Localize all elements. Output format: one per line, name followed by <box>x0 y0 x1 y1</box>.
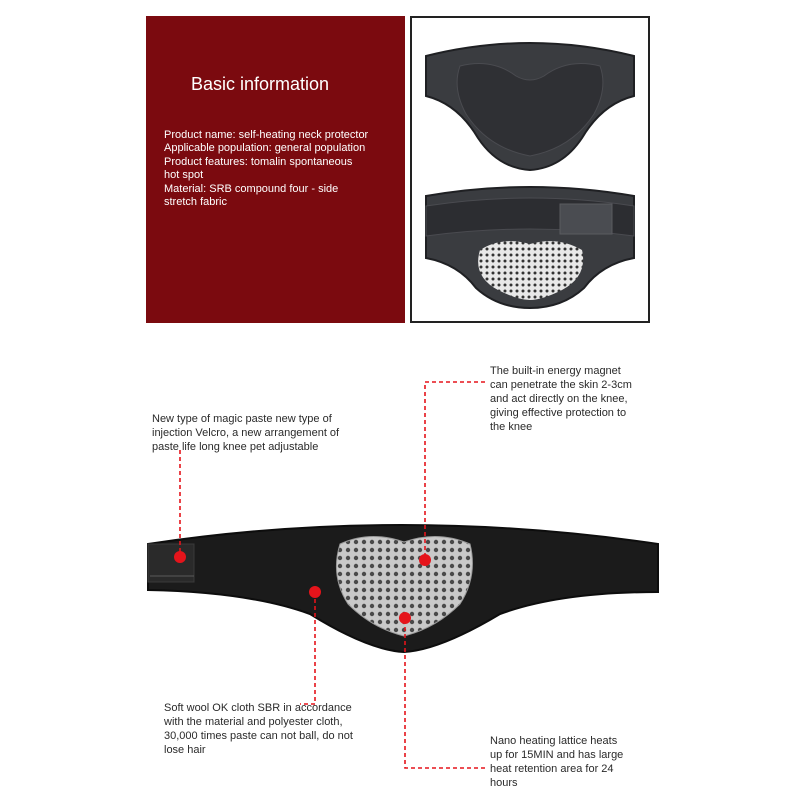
annotation-lattice <box>490 734 623 790</box>
annotation-velcro <box>152 412 339 454</box>
info-line: Applicable population: general population <box>164 142 366 155</box>
annotation-cloth <box>164 701 353 757</box>
strap-back-view <box>426 43 634 170</box>
annotation-line: the knee <box>490 421 533 433</box>
product-diagram <box>0 330 800 800</box>
annotation-line: paste life long knee pet adjustable <box>152 441 319 453</box>
info-line: Material: SRB compound four - side <box>164 182 339 195</box>
info-line: Product name: self-heating neck protector <box>164 129 369 141</box>
strap-front-view <box>426 187 634 308</box>
info-line: hot spot <box>164 169 204 182</box>
info-line: stretch fabric <box>164 196 227 209</box>
product-photo-frame <box>410 16 650 323</box>
panel-info-lines <box>164 129 404 209</box>
annotation-line: Soft wool OK cloth SBR in accordance <box>164 702 352 714</box>
annotation-line: lose hair <box>164 744 206 756</box>
product-photo <box>412 18 648 321</box>
annotation-line: hours <box>490 777 518 789</box>
annotation-line: giving effective protection to <box>490 407 627 419</box>
basic-info-panel <box>146 16 405 323</box>
annotation-line: 30,000 times paste can not ball, do not <box>164 730 353 742</box>
annotation-line: up for 15MIN and has large <box>490 749 624 761</box>
annotation-line: can penetrate the skin 2-3cm <box>490 379 632 391</box>
pointer-dot-velcro <box>174 551 186 563</box>
pointer-dot-lattice <box>399 612 411 624</box>
annotation-line: Nano heating lattice heats <box>490 735 618 747</box>
annotation-line: with the material and polyester cloth, <box>164 716 343 728</box>
annotation-line: and act directly on the knee, <box>490 393 628 405</box>
neck-strap <box>148 525 658 652</box>
annotation-line: injection Velcro, a new arrangement of <box>152 427 340 439</box>
annotation-line: New type of magic paste new type of <box>152 413 332 425</box>
pointer-dot-magnet <box>419 554 431 566</box>
annotation-line: The built-in energy magnet <box>490 365 621 377</box>
panel-title: Basic information <box>191 74 330 94</box>
annotation-magnet <box>490 364 632 434</box>
annotation-line: heat retention area for 24 <box>490 763 614 775</box>
pointer-dot-cloth <box>309 586 321 598</box>
info-line: Product features: tomalin spontaneous <box>164 155 353 168</box>
